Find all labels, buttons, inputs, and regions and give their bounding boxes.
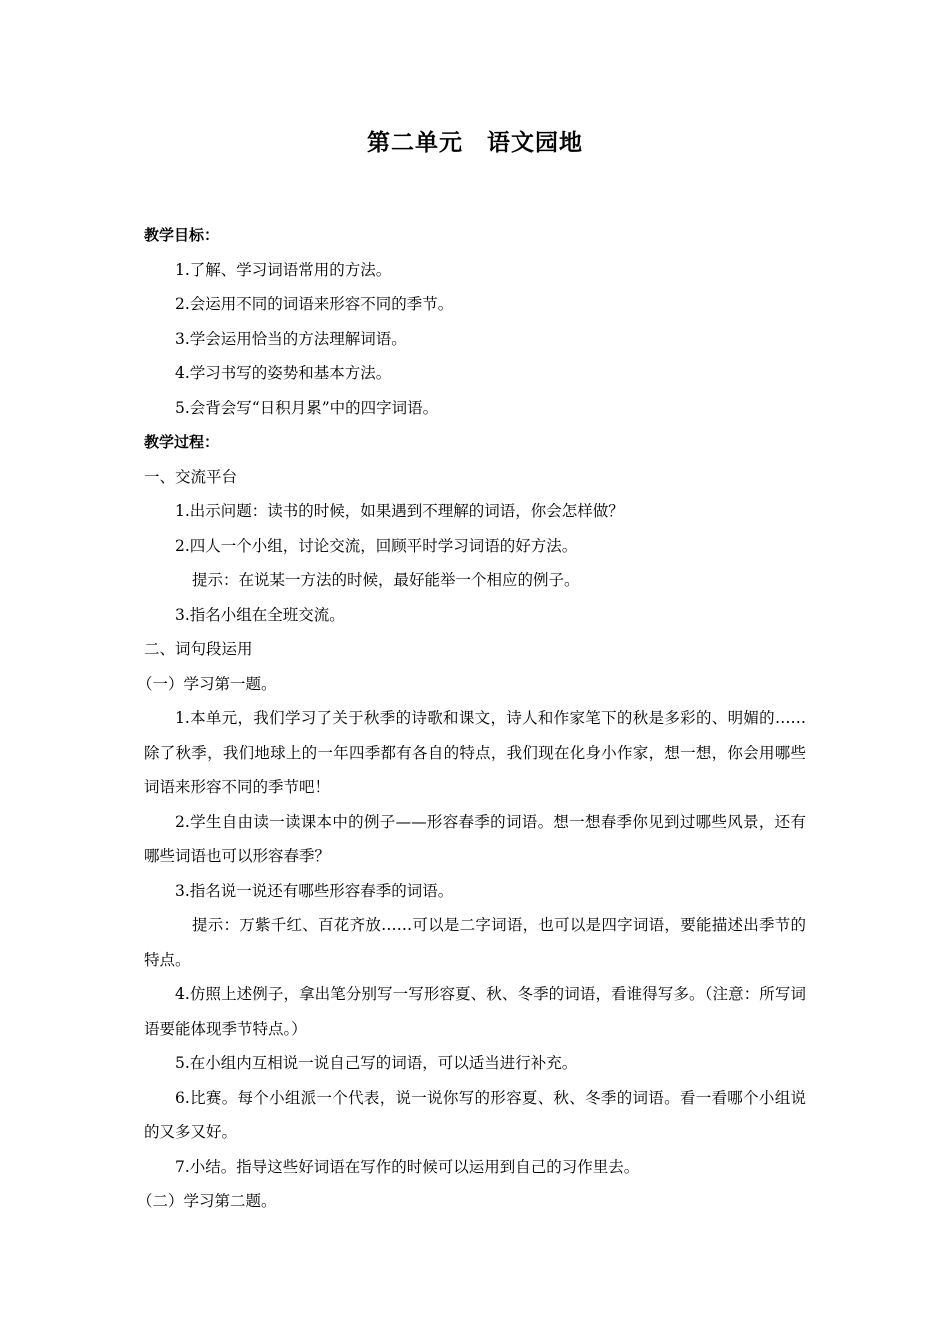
paragraph: 5.在小组内互相说一说自己写的词语，可以适当进行补充。 [175,1054,578,1072]
paragraph: 2.四人一个小组，讨论交流，回顾平时学习词语的好方法。 [175,536,578,555]
subsection-heading: （二）学习第二题。 [137,1192,277,1210]
paragraph: 7.小结。指导这些好词语在写作的时候可以运用到自己的习作里去。 [175,1157,640,1176]
subsection-heading: （一）学习第一题。 [137,674,277,693]
objective-item: 1.了解、学习词语常用的方法。 [175,260,392,279]
objective-item: 4.学习书写的姿势和基本方法。 [175,364,392,382]
objective-item: 3.学会运用恰当的方法理解词语。 [175,329,407,348]
paragraph: 6.比赛。每个小组派一个代表，说一说你写的形容夏、秋、冬季的词语。看一看哪个小组说的又多又好。 [144,1088,806,1141]
paragraph: 1.本单元，我们学习了关于秋季的诗歌和课文，诗人和作家笔下的秋是多彩的、明媚的……除了秋季，我们地球上的一年四季都有各自的特点，我们现在化身小作家，想一想，你会用哪些词语来形容不同的季节吧！ [144,709,806,796]
process-heading: 教学过程： [144,433,220,451]
paragraph: 2.学生自由读一读课本中的例子——形容春季的词语。想一想春季你见到过哪些风景，还有哪些词语也可以形容春季？ [144,812,806,865]
page-title: 第二单元 语文园地 [367,130,583,156]
objective-item: 5.会背会写“日积月累”中的四字词语。 [175,398,439,417]
section-heading: 二、词句段运用 [144,640,253,658]
tip-paragraph: 提示：万紫千红、百花齐放……可以是二字词语，也可以是四字词语，要能描述出季节的特点。 [144,916,806,969]
objective-item: 2.会运用不同的词语来形容不同的季节。 [175,295,454,313]
paragraph: 1.出示问题：读书的时候，如果遇到不理解的词语，你会怎样做？ [175,502,624,520]
document-body [137,218,806,1219]
paragraph: 3.指名小组在全班交流。 [175,605,345,624]
objectives-heading: 教学目标： [144,226,220,244]
paragraph: 4.仿照上述例子，拿出笔分别写一写形容夏、秋、冬季的词语，看谁得写多。（注意：所写词语要能体现季节特点。） [144,985,806,1038]
section-heading: 一、交流平台 [144,467,238,486]
tip-paragraph: 提示：在说某一方法的时候，最好能举一个相应的例子。 [192,571,580,589]
paragraph: 3.指名说一说还有哪些形容春季的词语。 [175,881,454,900]
